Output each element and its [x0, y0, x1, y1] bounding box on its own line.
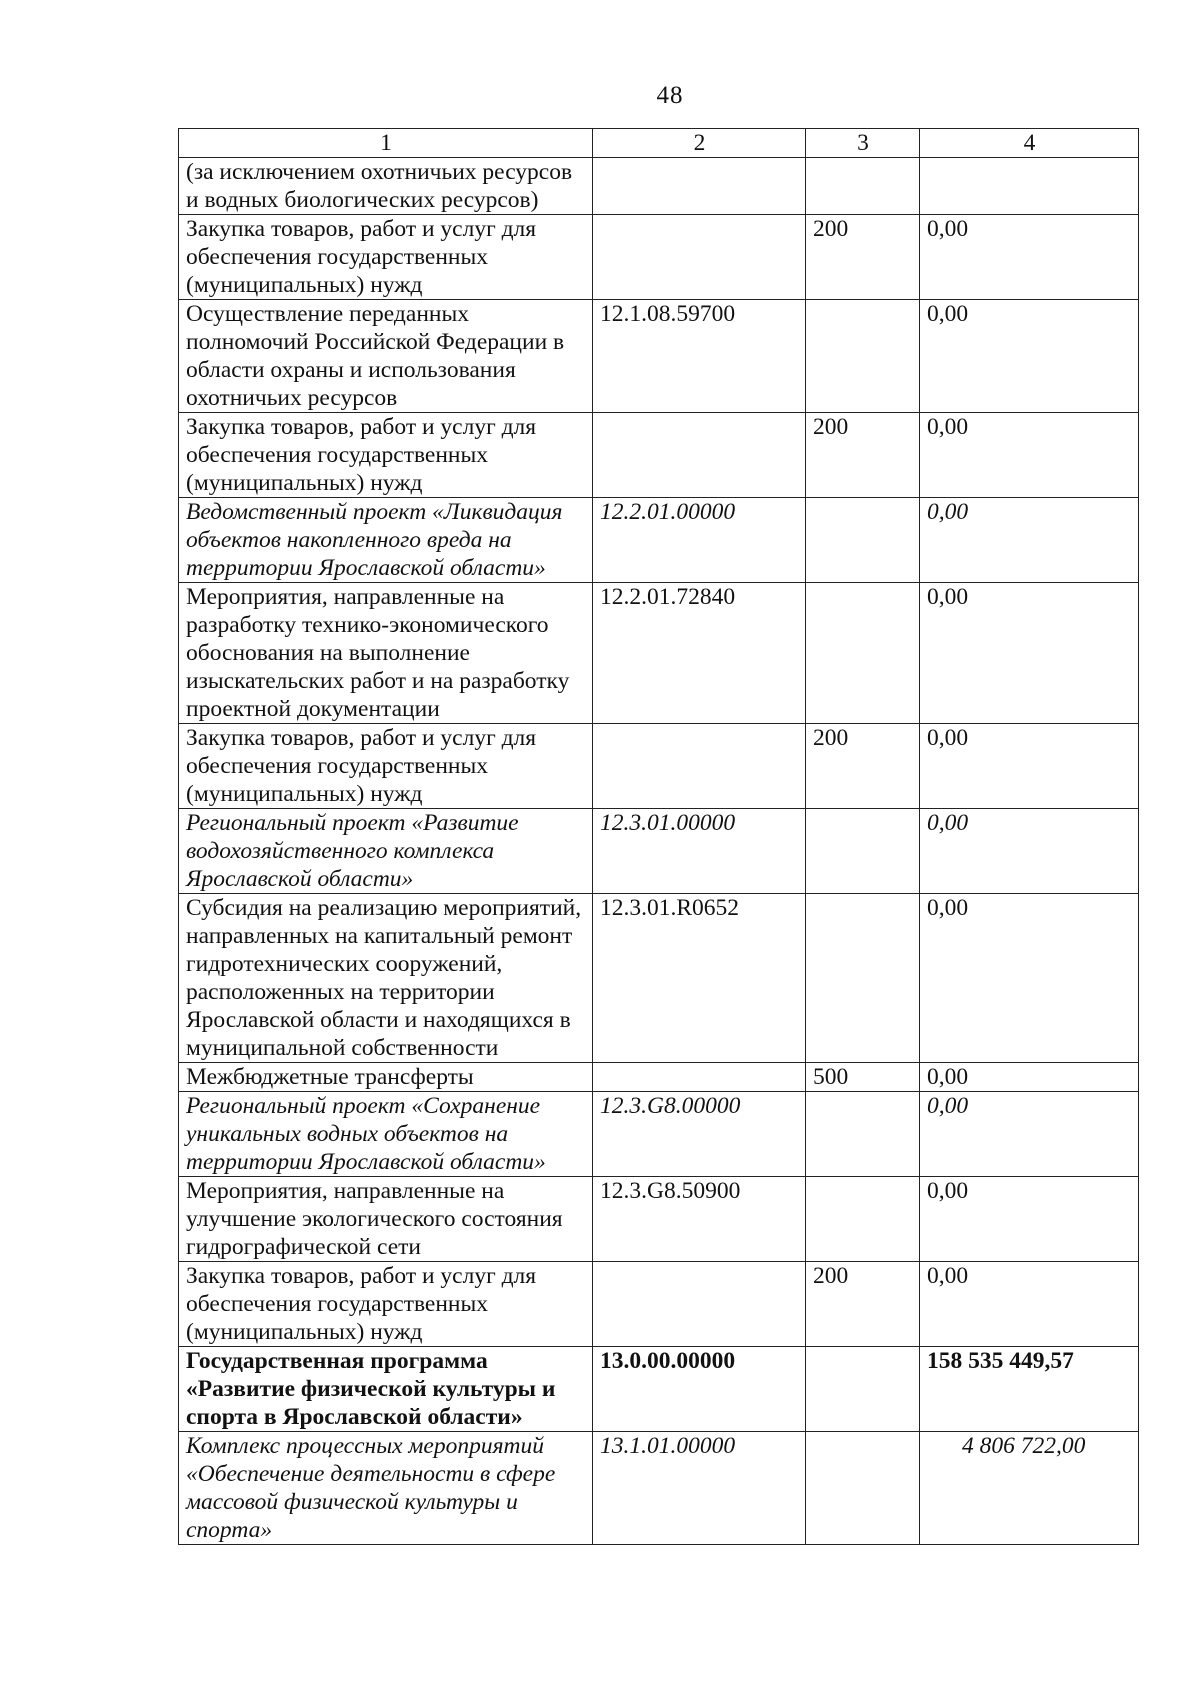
row-name-cell: Мероприятия, направленные на улучшение экологического состояния гидрографической сети [179, 1177, 593, 1262]
row-name-cell: Ведомственный проект «Ликвидация объектов накопленного вреда на территории Ярославской области» [179, 498, 593, 583]
row-expense-type-cell: 200 [806, 413, 920, 498]
row-amount-cell: 0,00 [920, 1177, 1139, 1262]
row-name-cell: Региональный проект «Развитие водохозяйственного комплекса Ярославской области» [179, 809, 593, 894]
table-row [179, 1063, 1139, 1092]
table-body [179, 158, 1139, 1545]
row-name-cell: (за исключением охотничьих ресурсов и водных биологических ресурсов) [179, 158, 593, 215]
row-expense-type-cell [806, 1432, 920, 1545]
row-expense-type-cell [806, 300, 920, 413]
row-code-cell [593, 724, 806, 809]
row-expense-type-cell: 200 [806, 724, 920, 809]
row-amount-cell: 0,00 [920, 498, 1139, 583]
page-number: 48 [656, 82, 684, 109]
table-row [179, 1432, 1139, 1545]
row-code-cell: 13.1.01.00000 [593, 1432, 806, 1545]
row-name-cell: Мероприятия, направленные на разработку технико-экономического обоснования на выполнение изыскательских работ и на разработку проектной документации [179, 583, 593, 724]
row-expense-type-cell: 200 [806, 215, 920, 300]
row-expense-type-cell [806, 158, 920, 215]
row-name-cell: Государственная программа «Развитие физической культуры и спорта в Ярославской области» [179, 1347, 593, 1432]
row-name-cell: Закупка товаров, работ и услуг для обеспечения государственных (муниципальных) нужд [179, 724, 593, 809]
row-code-cell [593, 215, 806, 300]
row-expense-type-cell [806, 498, 920, 583]
row-name-cell: Закупка товаров, работ и услуг для обеспечения государственных (муниципальных) нужд [179, 413, 593, 498]
table-row [179, 215, 1139, 300]
row-amount-cell: 0,00 [920, 583, 1139, 724]
budget-table [178, 128, 1139, 1545]
table-row [179, 1347, 1139, 1432]
row-amount-cell: 0,00 [920, 215, 1139, 300]
row-code-cell [593, 1262, 806, 1347]
row-code-cell: 12.3.01.00000 [593, 809, 806, 894]
row-code-cell: 12.2.01.72840 [593, 583, 806, 724]
row-amount-cell: 0,00 [920, 809, 1139, 894]
row-name-cell: Осуществление переданных полномочий Российской Федерации в области охраны и использования охотничьих ресурсов [179, 300, 593, 413]
row-code-cell: 12.2.01.00000 [593, 498, 806, 583]
row-name-cell: Субсидия на реализацию мероприятий, направленных на капитальный ремонт гидротехнических сооружений, расположенных на территории Ярославской области и находящихся в муниципальной собственности [179, 894, 593, 1063]
row-expense-type-cell [806, 1092, 920, 1177]
row-code-cell [593, 413, 806, 498]
row-name-cell: Региональный проект «Сохранение уникальных водных объектов на территории Ярославской области» [179, 1092, 593, 1177]
header-col-3: 3 [806, 129, 920, 158]
table-row [179, 1262, 1139, 1347]
row-name-cell: Закупка товаров, работ и услуг для обеспечения государственных (муниципальных) нужд [179, 215, 593, 300]
table-row [179, 300, 1139, 413]
table-row [179, 413, 1139, 498]
row-amount-cell: 4 806 722,00 [920, 1432, 1139, 1545]
table-row [179, 1092, 1139, 1177]
table-row [179, 583, 1139, 724]
row-amount-cell: 0,00 [920, 413, 1139, 498]
row-expense-type-cell [806, 1347, 920, 1432]
row-code-cell [593, 1063, 806, 1092]
row-expense-type-cell [806, 1177, 920, 1262]
row-amount-cell: 0,00 [920, 1092, 1139, 1177]
row-amount-cell: 0,00 [920, 894, 1139, 1063]
row-amount-cell: 0,00 [920, 300, 1139, 413]
table-row [179, 724, 1139, 809]
table-row [179, 1177, 1139, 1262]
row-amount-cell: 0,00 [920, 724, 1139, 809]
row-amount-cell [920, 158, 1139, 215]
table-row [179, 894, 1139, 1063]
row-name-cell: Межбюджетные трансферты [179, 1063, 593, 1092]
header-col-4: 4 [920, 129, 1139, 158]
row-expense-type-cell [806, 583, 920, 724]
row-expense-type-cell [806, 894, 920, 1063]
header-row [179, 129, 1139, 158]
row-amount-cell: 158 535 449,57 [920, 1347, 1139, 1432]
table-header [179, 129, 1139, 158]
table-row [179, 158, 1139, 215]
header-col-2: 2 [593, 129, 806, 158]
row-amount-cell: 0,00 [920, 1063, 1139, 1092]
row-expense-type-cell [806, 809, 920, 894]
row-name-cell: Комплекс процессных мероприятий «Обеспечение деятельности в сфере массовой физической культуры и спорта» [179, 1432, 593, 1545]
row-name-cell: Закупка товаров, работ и услуг для обеспечения государственных (муниципальных) нужд [179, 1262, 593, 1347]
row-code-cell: 12.3.G8.00000 [593, 1092, 806, 1177]
row-expense-type-cell: 200 [806, 1262, 920, 1347]
row-code-cell: 13.0.00.00000 [593, 1347, 806, 1432]
header-col-1: 1 [179, 129, 593, 158]
row-expense-type-cell: 500 [806, 1063, 920, 1092]
row-code-cell: 12.3.G8.50900 [593, 1177, 806, 1262]
row-code-cell [593, 158, 806, 215]
row-code-cell: 12.1.08.59700 [593, 300, 806, 413]
row-code-cell: 12.3.01.R0652 [593, 894, 806, 1063]
row-amount-cell: 0,00 [920, 1262, 1139, 1347]
table-row [179, 809, 1139, 894]
table-row [179, 498, 1139, 583]
